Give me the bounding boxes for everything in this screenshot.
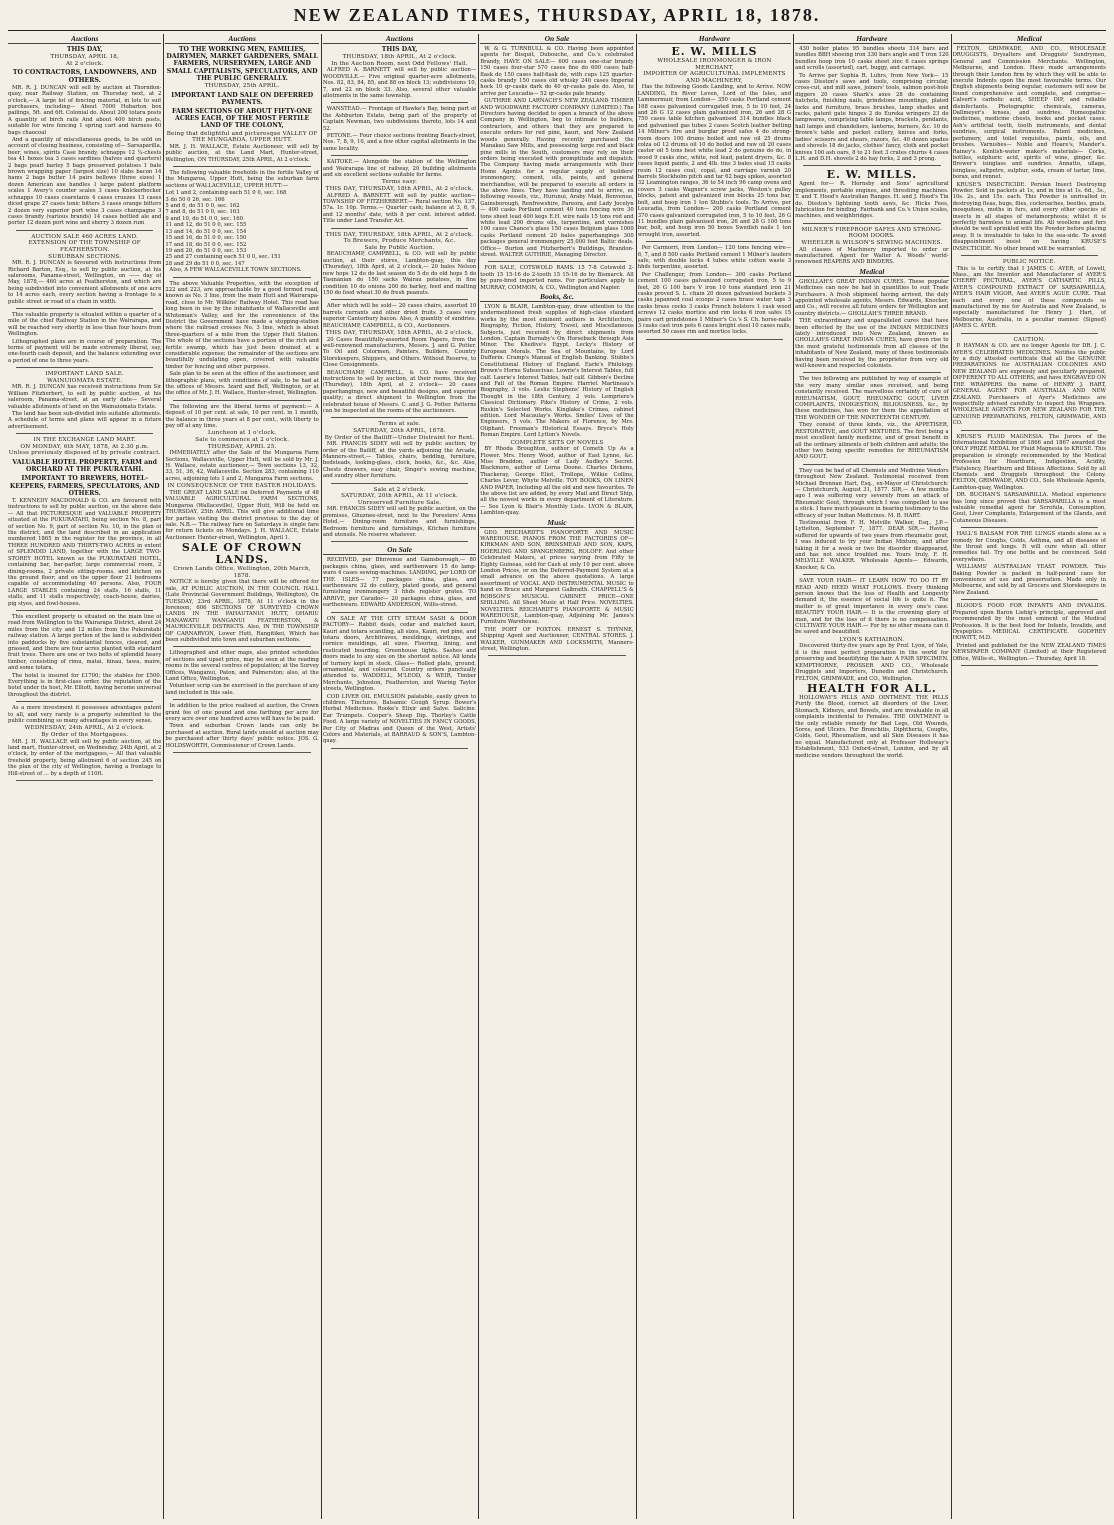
ad-heading: FARM SECTIONS OF ABOUT FIFTY-ONE ACRES EACH, OF THE MOST FERTILE LAND OF THE COLONY, (171, 108, 313, 130)
ad-body-text: WANSTEAD.— Frontage of Hawke's Bay, being part of the Ashburton Estate, being part of the property of Captain Newman, two subdivisions thereto, lots 14 and 52. (322, 106, 477, 132)
ad-caption: AUCTION SALE 460 ACRES LAND. (31, 233, 139, 240)
ad-caption: IMPORTER OF AGRICULTURAL IMPLEMENTS AND MACHINERY, (643, 71, 786, 84)
column-4 (480, 34, 633, 1519)
ad-divider (331, 299, 468, 300)
ad-heading: VALUABLE HOTEL PROPERTY, FARM and ORCHARD AT THE PUKURATAHI. (12, 459, 157, 474)
ad-body-text: BEAUCHAMP, CAMPBELL, & CO. will sell by public auction, at their stores, Lambton-quay, this day (Thursday), 18th April, at 2 o'clock,— 20 bales Nelson new hops 12 do do last season do 5 do do old hops 5 do Tasmanian do 150 sacks Wairau potatoes, in fine condition 10 do onions 200 do barley, feed and malting 150 do feed wheat 30 do fresh peanuts. (322, 251, 477, 296)
ad-divider (646, 241, 783, 242)
ad-body-text: After which will be sold— 20 cases chairs, assorted 10 barrels currants and other dried fruits 3 cases very superior Canterbury bacon. Also, A quantity of sundries. BEAUCHAMP, CAMPBELL, & CO., Auctioneers. (322, 303, 477, 329)
ad-divider (16, 701, 153, 702)
column-3 (323, 34, 476, 1519)
column-7 (953, 34, 1106, 1519)
ad-body-text: As a mere investment it possesses advantages patent to all, and very rarely is a property submitted to the public combining so many advantages in every sense. (8, 705, 162, 725)
ad-body-text: LYON & BLAIR, Lambton-quay, draw attention to the undermentioned fresh supplies of high-class standard works by the most eminent authors in Architecture, Biography, Fiction, History, Travel, and Miscellaneous Subjects, just received by direct shipments from London. Captain Burnaby's On Horseback through Asia Minor. The Khedive's Egypt. Lecky's History of European Morals. The Sea of Mountains, by Lord Dufferin. Cramp's Manual of English Banking. Stubbs's Constitutional History of England. Earle's Philology. Brown's Horne Subsecivae. Lowrie's Interest Tables, full calf. Laurie's Interest Tables, half calf. Gibbon's Decline and Fall of the Roman Empire. Harriet Martineau's Biography, 3 vols. Leslie Stephens' History of English Thought in the 18th Century, 2 vols. Lempriere's Classical Dictionary. Pike's History of Crime, 2 vols. Ruskin's Selected Works. Kinglake's Crimea, cabinet edition. Lord Macaulay's Works. Smiles' Lives of the Engineers, 5 vols. The Makers of Florence, by Mrs. Oliphant. Freeman's Historical Essays. Bryce's Holy Roman Empire. Lord Lytton's Novels. (480, 304, 634, 439)
ad-caption: PUBLIC NOTICE. (1002, 259, 1056, 265)
ad-caption: In the Auction Room, next Odd Fellows' Hall. (331, 60, 468, 67)
section-title: Hardware (638, 34, 791, 44)
ad-caption: Sale at 2 o'clock. (373, 486, 426, 493)
ad-body-text: Also, A FEW WALLACEVILLE TOWN SECTIONS. (169, 267, 302, 274)
ad-divider (16, 780, 153, 781)
ad-body-text: The hotel is insured for £1700; the stables for £500. Everything is in first-class order, the reputation of the hotel under its host, Mr. Elliott, having become universal throughout the district. (8, 672, 162, 698)
ad-body-text: Volunteer scrip can be exercised in the purchase of any land included in this sale. (165, 683, 319, 696)
ad-divider (16, 610, 153, 611)
section-title: Auctions (323, 34, 476, 44)
ad-divider (961, 333, 1098, 334)
ad-body-text: MR. R. J. DUNCAN will sell by auction at Thorndon-quay, near Railway Station, on Thursday next, at 2 o'clock,— A large lot of fencing material, in lots to suit purchasers, including— About 7000 Hobarton box pailings, 5ft. and 6ft. Colonial do. About 200 totara posts A quantity of birch rails And about 400 birch posts, suitable for wire fencing 1 spring cart and harness 40 bags chaocoal (8, 84, 162, 136)
ad-body-text: W. & G. TURNBULL & CO. Having been appointed agents for Bisquit, Dubouche, and Co.'s celebrated Brandy, HAVE ON SALE— 600 cases one-star brandy 150 cases four-star 570 cases fine do 600 cases half-flask do 150 cases half-flask do, with cups 125 quarter-casks brandy 150 cases old whisky 240 cases Imperial hock 10 qr-casks dark do 40 qr-casks pale do. Also, to arrive per Leucadia— 52 qr-casks pale brandy. (480, 46, 634, 97)
ad-display-line: E. W. MILLS. (826, 168, 918, 182)
ad-body-text: THE GREAT LAND SALE on Deferred Payments of 48 VALUABLE AGRICULTURAL FARM SECTIONS, Mungaroa (Wallaceville), Upper Hutt, Will be held on THURSDAY, 25th APRIL. This will give additional time for parties visiting the district previous to the day of sale. N.B.— The railway fare on Saturdays is single fare for return tickets on Mondays. J. H. WALLACE, Estate Auctioneer. Hunter-street, Wellington, April 1. (165, 489, 319, 541)
ad-body-text: GUTHRIE AND LARNACH'S NEW ZEALAND TIMBER AND WOODWARE FACTORY COMPANY (LIMITED.) The Directors having decided to open a branch of the above Company in Wellington, beg to intimate to builders, contractors, and others that they are prepared to execute orders for red pine, kauri, and New Zealand woods generally. Having recently purchased the Manakau Saw Mills, and possessing large red and black pine mills in the South, customers may rely on their orders being executed with promptitude and dispatch. The Company having made arrangements with their Home Agents for a regular supply of builders' ironmongery, cement, oils, paints, and general merchandise, will be prepared to execute all orders in the above lines. They have landing and to arrive, ex following vessels, viz., Hurunui, Araby Maid, Benvenue, Gainsborough, Renfrewshire, Pareora, and Lady Jocelyn— 400 casks Portland cement 40 tons fencing wire 30 tons sheet lead 400 kegs E.H. wire nails 15 tons rod and white lead 200 drums oils, turpentine, and varnishes 100 cases Chance's glass 150 cases Belgium glass 1000 casks Portland cement 20 bales paperhangings 300 packages general ironmongery 25,000 feet Baltic deals. Office— Burton and Fitzherbert's Buildings, Brandon-street. WALTER GUTHRIE, Managing Director. (480, 98, 634, 258)
ad-body-text: MR. R. J. DUNCAN is favoured with instructions from Richard Barton, Esq., to sell by public auction, at his salerooms, Panama-street, Wellington, on —— day of May, 1878,— 460 acres at Featherston, and which are being subdivided into convenient allotments of one acre to 14 acres each, every section having a frontage to a public street or road of a chain in width. (8, 260, 162, 305)
ad-body-text: KRUSE'S INSECTICIDE. Persian Insect Destroying Powder. Sold in packets at 1s, and in tins at 1s. 6d., 3s., 10s. 2s., and 15s. each. This Powder is unrivalled in destroying fleas, bugs, flies, cockroaches, beetles, gnats, mosquitoes, moths in furs, and every other species of insects in all stages of metamorphosis; whilst it is perfectly harmless to animal life. All woollens and furs should be well sprinkled with the Powder before placing away. It is invaluable to take to the sea-side. To avoid disappointment insist on having KRUSE'S INSECTICIDE. No other brand will be warranted. (952, 181, 1106, 252)
ad-body-text: Lithographed plans are in course of preparation. The terms of payment will be made extremely liberal, say, one-fourth cash deposit, and the balance extending over a period of one to three years. (8, 338, 162, 364)
ad-heading: TO THE WORKING MEN, FAMILIES, DAIRYMEN, MARKET GARDENERS, SMALL FARMERS, NURSERYMEN, LARGE AND SMALL CAPITALISTS, SPECULATORS, AND THE PUBLIC GENERALLY. (166, 46, 318, 82)
ad-caption: THURSDAY, APRIL 18, (50, 54, 120, 61)
ad-body-text: 20 Cases Beautifully-assorted Room Papers, from the well-renowned manufacturers, Messrs. J. and G. Potter. To Oil and Colormen, Painters, Builders, Country Storekeepers, Shippers, and Others. Without Reserve, to Close Consignments. (322, 336, 477, 369)
ad-caption: Unless previously disposed of by private contract. (8, 450, 161, 457)
masthead-rule (8, 30, 1106, 31)
ad-caption: To Brewers, Produce Merchants, &c. (343, 238, 456, 245)
ad-body-text: ALFRED A. BARNETT will sell by public auction— TOWNSHIP OF FITZHERBERT.— Rural section No. 137, 57a. 1r. 10p. Terms.— Quarter cash; balance at 3, 6, 9, and 12 months' date, with 8 per cent. interest added. Title under Land Transfer Act. (322, 192, 477, 225)
ad-divider (16, 433, 153, 434)
ad-body-text: BEAUCHAMP, CAMPBELL, & CO. have received instructions to sell by auction, at their rooms, this day (Thursday), 18th April, at 2 o'clock— 20 cases paperhangings, new and beautiful designs, and superior quality; a direct shipment to Wellington from the celebrated house of Messrs. C. and J. G. Potter. Patterns can be inspected at the rooms of the auctioneers. (322, 369, 477, 415)
ad-heading: THIS DAY, (66, 46, 103, 53)
lot-line: 13 and 14, do 51 0 0, sec. 154 (165, 228, 247, 235)
ad-divider (961, 527, 1098, 528)
ad-divider (331, 417, 468, 418)
column-rule (321, 34, 322, 1519)
ad-body-text: MR. FRANCIS SIDEY will sell by public auction, on the premises, Ghuznee-street, next to the Foresters' Arms Hotel,— Dining-room furniture and furnishings, Bedroom furniture and furnishings, Kitchen furniture and utensils. No reserve whatever. (322, 506, 477, 539)
ad-caption: Crown Lands Office, Wellington, 20th March, 1878. (173, 566, 311, 579)
section-title: On Sale (480, 34, 633, 44)
ad-display-line: E. W. MILLS (671, 45, 758, 58)
column-rule (636, 34, 637, 1519)
masthead-title: NEW ZEALAND TIMES, THURSDAY, APRIL 18, 1878. (293, 5, 821, 25)
ad-body-text: To Arrive per Sophia R. Luhrs, from New York— 15 cases Disston's saws and tools, comprising circular, cross-cut, and mill saws, joiners' tools, salmon post-hole diggers 20 cases Shark's axes 28 do containing hatchets, finishing nails, grindstone mountings, plated locks and furniture, brass brushes, lamp shades and racks, patent gate hinges 2 do Eureka wringers 23 do lampwares, comprising table lamps, brackets, pendants, hall lamps and chandeliers, lanterns, burners, &c. 10 do Brown's table and pocket cutlery, knives and forks, ladies' scissors and shears, razors, &c. 40 dozen spades and shovels 18 do jacks, clothes' fancy, cloth and pocket knives 100 ash oars, 8 to 21 feet 3 crates churns 4 cases L.H. and D.H. shovels 2 do hay forks, 2 and 3 prong. (795, 72, 949, 162)
ad-body-text: 430 boiler plates 95 bundles sheets 314 bars and bundles BBH shoeing iron 330 bars angle and T iron 120 bundles hoop iron 10 casks sheet zinc 6 cases springs and scrolls (assorted), cart, buggy, and carriage. (795, 46, 949, 72)
ad-body-text: This valuable property is situated within a quarter of a mile of the chief Railway Station in the Wairarapa, and will be reached very shortly in less than four hours from Wellington. (8, 311, 162, 338)
ad-body-text: HALL'S BALSAM FOR THE LUNGS stands alone as a remedy for Coughs, Colds, Asthma, and all diseases of the throat and lungs. It will cure when all other remedies fail. Try one bottle and be convinced. Sold everywhere. (952, 531, 1106, 563)
section-title: Music (480, 518, 633, 528)
ad-body-text: FELTON, GRIMWADE, AND CO., WHOLESALE DRUGGISTS, Drysalters and Druggists' Sundrymen, General and Commission Merchants. Wellington, Melbourne, and London. Have made arrangements through their London firm by which they will be able to execute Indents upon the most favourable terms. Our English shipments being regular, customers will now be found comprehensive and complete, and comprise— Calvert's carbolic acid, SHEEP DIP, and reliable disinfectants. Photographic chemicals, cameras, Dallmeyer's lenses, and sundries. Homeopathic medicines, medicine chests, books and pocket cases. Ash's artificial teeth, tooth instruments, and dental sundries, surgical instruments. Patent medicines, perfumery, and toilet requisites, paints, oils, and brushes. Varnishes— Noble and Hoare's, Mander's. Rainey's. Kentish-water maker's materials— Corks, bottles, sulphuric acid, spirits of wine, ginger, &c. Brewer's isinglass and sundries. Annatto, ullage, isinglass, saltpetre, sulphur, soda, cream of tartar, lime, borax, and rennet. (952, 46, 1106, 181)
ad-caption: Terms easy. (381, 179, 418, 186)
column-1 (8, 34, 161, 1519)
ad-divider (961, 665, 1098, 666)
section-title: Books, &c. (480, 292, 633, 302)
ad-body-text: Per Carmorri, from London— 120 tons fencing wire— 6, 7, and 8 500 casks Portland cement 1 Milner's lauders safe, with double locks 4 tubes white cotton waste 3 hhds turpentine, assorted. (637, 245, 792, 271)
ad-body-text: Lithographed and other maps, also printed schedules of sections and upset price, may be seen at the reading rooms in the several centres of population; at the Survey Offices, Wanganui, Paton, and Palmerston; also, at the Land Office, Wellington. (165, 650, 319, 682)
ad-divider (961, 599, 1098, 600)
column-rule (478, 34, 479, 1519)
ad-caption: WHEELER & WILSON'S SEWING MACHINES. (801, 239, 943, 246)
ad-divider (488, 655, 625, 656)
ad-body-text: MR. FRANCIS SIDEY will sell by public auction, by order of the Bailiff, at the yards adjoining the Arcade, Manners-street,— Tables, chairs, bedding, furniture, bedsteads, looking-glass, clock, books, &c., &c. Also, Chests drawers, easy chair, Singer's sewing machine, and sundry other furniture. (322, 441, 477, 480)
ad-body-text: KRUSE'S FLUID MAGNESIA. The Jurors of the International Exhibition of 1866 and 1867 awarded the ONLY PRIZE MEDAL for Fluid Magnesia to KRUSE. This preparation is strongly recommended by the Medical Profession for Heartburn, Indigestion, Acidity, Flatulency, Heartburn and Bilious Affections. Sold by all Chemists and Druggists throughout the Colony. FELTON, GRIMWADE, AND CO., Sole Wholesale Agents, Lambton-quay, Wellington. (952, 433, 1106, 491)
ad-caption: IN CONSEQUENCE OF THE EASTER HOLIDAYS. (167, 483, 318, 490)
lot-line: 19 and 20, do 51 0 0, sec. 153 (165, 247, 247, 254)
ad-caption: SUBURBAN SECTIONS. (48, 253, 122, 260)
ad-body-text: BY Rhoda Broughton, author of Cometh Up As a Flower. Mrs. Henry Wood, author of East Lynne, &c. Miss Braddon, author of Lady Audley's Secret. Blackmore, author of Lorna Doone. Charles Dickens, Thackeray, George Eliot, Trollope, Wilkie Collins, Charles Lever, Whyte Melville. TOY BOOKS, ON LINEN AND PAPER, Including all the old and new favourites. To the above list are added, by every Mail and Direct Ship, all the newest works in every department of Literature.— See Lyon & Blair's Monthly Lists. LYON & BLAIR, Lambton-quay. (480, 446, 634, 517)
section-title: Medical (795, 267, 948, 277)
ad-caption: At 2 o'clock. (66, 60, 104, 67)
lot-line: 11 and 12, do 51 0 0, sec. 155 (165, 222, 247, 229)
ad-caption: THURSDAY, 18th APRIL, At 2 o'clock. (342, 54, 457, 61)
ad-divider (173, 646, 310, 647)
ad-divider (803, 372, 940, 373)
ad-divider (803, 464, 940, 465)
section-title: Auctions (8, 34, 161, 44)
ad-body-text: HOLLOWAY'S PILLS AND OINTMENT. THE PILLS Purify the Blood, correct all disorders of the Liver, Stomach, Kidneys, and Bowels, and are invaluable in all complaints incidental to Females. THE OINTMENT is the only reliable remedy for Bad Legs, Old Wounds, Sores, and Ulcers. For Bronchitis, Diphtheria, Coughs, Colds, Gout, Rheumatism, and all Skin Diseases it has no equal. Manufactured only at Professor Holloway's Establishment, 533 Oxford-street, London, and by all medicine vendors throughout the world. (795, 694, 949, 759)
ad-divider (331, 228, 468, 229)
ad-caption: By Order of the Bailiff—Under Distraint for Rent. (324, 434, 475, 441)
lot-line: 15 and 16, do 51 0 0, sec. 150 (165, 235, 247, 242)
ad-body-text: And a quantity of miscellaneous goods, to be sold on account of closing business, consisting of— Sarsaparilla, beer, wines, spirits Case brandy, schnapps 12 ¼-chests tea 41 boxes tea 3 cases sardines (halves and quarters) 2 bags pearl barley 5 bags preserved potatoes 1 bale brown wrapping paper (largest size) 10 slabs bacon 14 hams 2 bags butter 14 pairs bellows (three sizes) 1 dozen American axe handles 1 large patent platform scales 1 Avery's counter scales 3 cases Knickerbocker schnapps 10 cases coaretanis 4 cases cruezes 13 cases diced grape 27 cases tonic bitters 3 cases orange bitters 2 dozen very superior port wine 3 cases champagne 3 cases brandy (various brands) 14 cases bottled ale and porter 12 dozen port wine and sherry 3 dozen rum (8, 137, 162, 227)
column-5 (638, 34, 791, 1519)
ad-caption: Sale to commence at 2 o'clock. (195, 437, 290, 444)
lot-line: 25 and 27 containing each 51 0 0, sec. 151 (165, 254, 281, 261)
ad-caption: IMPORTANT LAND SALE. (45, 371, 125, 378)
ad-divider (173, 277, 310, 278)
ad-body-text: Per Challenger, from London— 300 casks Portland cement 100 cases galvanized corrugated iron, 5 to 9 feet, 26 G 100 bars V iron 10 tons standard iron 21 casks proved S. L. chain 20 dozen galvanised buckets 3 casks japanned coal scoops 2 cases brass water taps 3 casks brass cocks 3 casks French bolsters 1 cask wood screws 12 casks mortice and rim locks 6 iron safes 15 pairs cart grindstones 1 Milner's Co.'s S. Ch. horse-nails 3 casks cast iron pots 6 cases bright steel 10 cases nails, assorted 50 cases rim and mortice locks. (637, 271, 792, 336)
ad-caption: Unreserved Furniture Sale. (357, 499, 442, 506)
ad-caption: MILNER'S FIREPROOF SAFES AND STRONG-ROOM DOORS. (801, 226, 943, 240)
ad-caption: WHOLESALE IRONMONGER & IRON MERCHANT, (657, 58, 772, 71)
ad-caption: ON MONDAY, 6th MAY, 1878, At 2.30 p.m. (20, 443, 149, 450)
ad-body-text: PETONE.— Four choice sections fronting Beach-street, Nos. 7, 8, 9, 10, and a few other capital allotments in the same locality. (322, 133, 477, 152)
ad-body-text: Printed and published for the NEW ZEALAND TIMES NEWSPAPER COMPANY (Limited) at their Registered Office, Willis-st., Wellington.— Thursday, April 18. (952, 642, 1106, 662)
section-title: On Sale (323, 545, 476, 555)
ad-body-text: Testimonial from F. H. Melville Walker, Esq., J.P.— Lyttelton, September 7, 1877. DEAR SIR,— Having suffered for upwards of two years from rheumatic gout, I was induced to try your Indian Mixture, and after taking it for a week or two the disorder disappeared, and has not since troubled me. Yours truly, F. H. MELVILLE WALKER. Wholesale Agents— Edwards, Knocker, & Co. (795, 519, 949, 571)
ad-divider (173, 699, 310, 700)
ad-body-text: THE extraordinary and unparalleled cures that have been effected by the use of the INDIAN MEDICINES lately introduced into New Zealand, known as GHOLLAH'S GREAT INDIAN CURES, have given rise to the most grateful testimonials from all classes of the inhabitants of New Zealand, many of these testimonials having been received by the proprietor from very old well-known and respected colonists. (795, 318, 949, 370)
ad-body-text: MR. J. H. WALLACE, Estate Auctioneer, will sell by public auction, at the Land Mart, Hunter-street, Wellington, ON THURSDAY, 25th APRIL, At 2 o'clock. (165, 143, 319, 163)
ad-caption: Terms at sale. (378, 421, 421, 428)
lot-line: 28 and 29 do 51 0 0, sec. 147 (165, 260, 245, 267)
ad-caption: SATURDAY, 20th APRIL, At 11 o'clock. (341, 493, 458, 500)
ad-body-text: The following valuable freeholds in the fertile Valley of the Mungaroa, Upper Hutt, being the suburban farm sections of WALLACEVILLE, UPPER HUTT:— (165, 170, 319, 189)
ad-caption: Luncheon at 1 o'clock. (207, 430, 277, 437)
ad-body-text: This excellent property is situated on the main line of road from Wellington to the Wairarapa District, about 24 miles from the city and 12 miles from the Pukuratahi railway station. A large portion of the land is subdivided into paddocks by five substantial fences, cleared, and grassed, and there are four acres planted with standard fruit trees. There are one or two belts of splendid heavy timber, consisting of rimu, matai, hinau, tawa, maire, and some totara. (8, 613, 162, 672)
ad-caption: WEDNESDAY, 24th APRIL, At 2 o'clock. (24, 725, 145, 732)
ad-body-text: The above Valuable Properties, with the exception of 222 and 223, are approachable by a good formed road, known as No. 3 line, from the main Hutt and Wairarapa-road, close to Mr. Wilkins' Railway Hotel. This road has long been in use by the inhabitants of Wallaceville and Whiteman's Valley, and for the convenience of the District the Government have made a stopping-station where the railroad crosses No. 3 line, which is about three-quarters of a mile from the Upper Hutt Station. The whole of the sections have a portion of the rich and fertile swamp, which has just been drained at a considerable expense; the remainder of the sections are beautifully undulating open, covered with valuable timber for fencing and other purposes. (165, 280, 319, 370)
ad-body-text: IMMEDIATELY after the Sale of the Mungaroa Farm Sections, Wallaceville, Upper Hutt, will be sold by Mr. J. H. Wallace, estate auctioneer,— Town sections 13, 32, 33, 51, 36, 42, Wallaceville. Section 283, containing 110 acres, adjoining lots 1 and 2, Mungaroa Farm sections. (165, 450, 319, 482)
ad-body-text: They consist of three kinds, viz., the APPETISER, RESTORATIVE, and GOUT MIXTURES. The first being a most excellent family medicine, and of great benefit in all the ordinary ailments of both children and adults; the other two being specific remedies for RHEUMATISM AND GOUT. (795, 422, 949, 461)
ad-display-line: SALE OF CROWN LANDS. (181, 541, 303, 567)
ad-caption: LYON'S KATHAIRON. (839, 636, 905, 643)
lot-line: 17 and 18, do 51 0 0, sec. 152 (165, 241, 247, 248)
lot-line: Lot 1 and 2, containing each 51 0 0, sec. 168 (165, 190, 287, 197)
ad-caption: CAUTION. (1013, 336, 1046, 343)
ad-divider (173, 400, 310, 401)
ad-divider (803, 165, 940, 166)
column-6 (795, 34, 948, 1519)
ad-divider (961, 255, 1098, 256)
ad-body-text: GHOLLAH'S GREAT INDIAN CURES. These popular Medicines can now be had in quantities to suit Trade Purchasers. A fresh shipment having arrived, the duly appointed wholesale agents, Messrs. Edwards, Knocker, and Co., will receive all future orders for Wellington and country districts.— GHOLLAH'S THREE BRAND. (795, 278, 949, 317)
ad-body-text: SAVE YOUR HAIR— IT LEARN HOW TO DO IT BY READ AND HEED WHAT FOLLOWS. Every thinking person knows that the loss of Health and Longevity demand it, the essence of social life is quite it. The matter is of great importance in every one's case. BEAUTIFY YOUR HAIR.— It is the crowning glory of man, and for the loss of it there is no compensation. CULTIVATE YOUR HAIR.— For by no other means can it be saved and beautified. (795, 578, 949, 636)
ad-caption: COMPLETE SETS OF NOVELS (510, 439, 604, 446)
ad-caption: THIS DAY, THURSDAY, 18th APRIL, At 2 o'clock. (325, 329, 474, 336)
lot-line: 5 and 6, do 51 0 0, sec. 162 (165, 203, 240, 210)
ad-body-text: DR. BUCHAN'S SARSAPARILLA. Medical experience has long since proved that SARSAPARILLA is a most valuable remedial agent for Scrofula, Consumption, Gout, Liver Complaints, Enlargement of the Glands, and Cutaneous Diseases. (952, 492, 1106, 524)
ad-display-line: HEALTH FOR ALL. (806, 681, 937, 695)
ad-body-text: P. HAYMAN & CO. are no longer Agents for DR. J. C. AYER'S CELEBRATED MEDICINES. Notifies the public by a duly attested certificate that all the GENUINE PREPARATIONS for AUSTRALIAN COLONIES AND NEW ZEALAND are expressly and peculiarly prepared, DIFFERENT TO ALL OTHERS, and have ENGRAVED ON THE WRAPPERS the name of HENRY J. HART, GENERAL AGENT FOR AUSTRALIA AND NEW ZEALAND. Purchasers of Ayer's Medicines are respectfully advised carefully to inspect the Wrappers. WHOLESALE AGENTS FOR NEW ZEALAND FOR THE GENUINE PREPARATIONS, FELTON, GRIMWADE, AND CO. (952, 343, 1106, 427)
ad-body-text: The two following are published by way of example of the very many similar ones received, and being constantly received. The marvellous certainty of cure of RHEUMATISM, GOUT, RHEUMATIC GOUT, LIVER COMPLAINTS, INDIGESTION, BILIOUSNESS, &c., by these medicines, has won for them the appellation of THE WONDER OF THE NINETEENTH CENTURY. (795, 376, 949, 421)
ad-caption: Sale by Public Auction. (364, 244, 435, 251)
ad-body-text: All classes of Machinery imported to order or manufactured. Agent for Walter A. Woods' world-renowned REAPERS AND BINDERS. (795, 246, 949, 266)
ad-divider (331, 102, 468, 103)
section-title: Medical (953, 34, 1106, 44)
ad-divider (331, 541, 468, 542)
ad-body-text: MR. R. J. DUNCAN has received instructions from Sir William Fitzherbert, to sell by public auction, at his saleroom, Panama-street, at an early date— Several valuable allotments of land on the Wainuiomata Estate. (8, 384, 162, 410)
ad-caption: THIS DAY, THURSDAY, 18th APRIL, At 2 o'clock. (325, 231, 474, 238)
ad-divider (331, 483, 468, 484)
ad-body-text: The following are the liberal terms of payment:— A deposit of 10 per cent. at sale, 10 per cent. in 1 month, the balance in three years at 8 per cent., with liberty to pay off at any time. (165, 403, 319, 430)
ad-divider (646, 339, 783, 340)
ad-body-text: MR. J. H. WALLACE will sell by public auction, at the land mart, Hunter-street, on Wednesday, 24th April, at 2 o'clock, by order of the mortgagees,— All that valuable freehold property, being allotment 6 of section 245 on the plan of the city of Wellington, having a frontage to Hill-street of ... by a depth of 110ft. (8, 738, 162, 777)
ad-heading: TO CONTRACTORS, LANDOWNERS, AND OTHERS. (12, 69, 157, 84)
ad-caption: THURSDAY, 25th APRIL. (204, 83, 280, 90)
ad-body-text: Discovered thirty-five years ago by Prof. Lyon, of Yale, it is the most perfect preparation in the world for preserving and beautifying the hair. A FAIR SPECIMEN. KEMPTHORNE, PROSSER AND CO., Wholesale Druggists and Importers, Dunedin and Christchurch. FELTON, GRIMWADE, and CO., Wellington. (795, 643, 949, 682)
ad-body-text: COD LIVER OIL EMULSION palatable, easily given to children. Tinctures, Balsamic Cough Syrup. Bower's Herbal Medicines. Rooke's Elixir and Salve. Salicine. Ear Trumpets. Cooper's Sheep Dip. Thorley's Cattle Food. A large variety of NOVELTIES IN FANCY GOODS, Per City of Madras and Queen of the West, Artists' Colors and Materials, at BARRAUD & SON'S, Lambton-quay. (322, 693, 477, 745)
ad-body-text: RECEIVED, per Bhnvenue and Gainsborough,— 80 packages china, glass, and earthenware 15 do lamp-ware 4 cases sewing-machines. LANDING, per LORD OF THE ISLES— 77 packages china, glass, and earthenware 32 do cutlery, plated goods, and general furnishing ironmongery 3 hhds register grates. TO ARRIVE, per Caradoc— 20 packages china, glass, and earthenware. EDWARD ANDERSON, Willis-street. (322, 557, 477, 609)
ad-caption: Being that delightful and picturesque VALLEY OF THE MUNGAROA, UPPER HUTT. (166, 130, 318, 144)
ad-divider (961, 430, 1098, 431)
ad-heading: IMPORTANT LAND SALE ON DEFERRED PAYMENTS. (171, 91, 314, 106)
ad-divider (331, 748, 468, 749)
ad-body-text: KAITOKE.— Alongside the station of the Wellington and Wairarapa line of railway, 20 building allotments and six excellent sections suitable for farms. (322, 159, 477, 179)
section-title: Hardware (795, 34, 948, 44)
ad-caption: EXTENSION OF THE TOWNSHIP OF FEATHERSTON. (28, 240, 141, 253)
lot-line: 9 and 10, do 51 0 0, sec. 160 (165, 215, 244, 222)
ad-divider (16, 308, 153, 309)
ad-caption: THURSDAY, APRIL 25. (207, 443, 277, 450)
ad-divider (488, 261, 625, 262)
lot-line: 3 do 50 0 26, sec. 166 (165, 196, 225, 203)
ad-body-text: THE PORT OF FOXTON. ERNEST S. THYNNE, Shipping Agent and Auctioneer, CENTRAL STORES. J. WALKER, GUNMAKER AND LOCKSMITH, Manners-street, Wellington. (480, 626, 634, 652)
ad-divider (803, 223, 940, 224)
ad-heading: THIS DAY, (381, 46, 418, 53)
column-rule (163, 34, 164, 1519)
ad-caption: SATURDAY, 20th APRIL, 1878. (353, 428, 446, 435)
ad-divider (16, 367, 153, 368)
ad-heading: IMPORTANT TO BREWERS, HOTEL-KEEPERS, FARMERS, SPECULATORS, AND OTHERS. (9, 475, 160, 497)
ad-caption: IN THE EXCHANGE LAND MART. (33, 437, 136, 444)
ad-divider (331, 155, 468, 156)
ad-caption: By Order of the Mortgagees. (41, 732, 129, 739)
ad-body-text: WILLIAMS' AUSTRALIAN YEAST POWDER. This Baking Powder is packed in half-pound cans for convenience of use and preservation. Made only in Melbourne, and sold by all Grocers and Storekeepers in New Zealand. (952, 564, 1106, 596)
ad-body-text: Has the following Goods Landing, and to Arrive. NOW LANDING, Ex River Leven, Lord of the Isles, and Lammermuir, from London— 350 casks Portland cement 168 cases galvanized corrugated iron, 5 to 10 feet, 24 and 26 G 12 cases plain galvanized iron, 26 and 28 G 750 cases table kitchen galvanised 314 bundles black and galvanised gas tubes 2 cases Scotch leather belting 14 Milner's fire and burglar proof safes 4 do strong-room doors 100 drums boiled and raw oil 25 drums colza oil 12 drums oil 10 do boiled and raw oil 20 cases castor oil 5 tons best white lead 2 do genuine do do, in wood 9 casks zinc, white, red lead, patent dryers, &c. 8 cases liquid paints, 2 and 4lb. tins 3 bales sisal 15 casks resin 12 cases coal, copal, and carriage varnish 20 barrels Stockholm pitch and tar 62 bags spikes, assorted 32 Leamington ranges, 36 to 54 inch 96 camp ovens and covers 3 casks Wagner's screw jacks, Weston's pulley blocks, patent and galvanized iron blocks 25 tons bar, bolt, and hoop iron 1 ton Stubbs's tools. To Arrive, per Leucadia, from London— 200 casks Portland cement 370 cases galvanized corrugated iron, 5 to 10 feet, 26 G 11 bundles plain galvanised iron, 26 and 28 G 100 tons bar, bolt, and hoop iron 50 boxes Swedish nails 1 ton wrought iron, assorted. (637, 84, 792, 238)
ad-divider (173, 166, 310, 167)
ad-caption: THIS DAY, THURSDAY, 18th APRIL, At 2 o'clock. (325, 186, 474, 193)
column-2 (165, 34, 318, 1519)
column-rule (793, 34, 794, 1519)
ad-body-text: NOTICE is hereby given that there will be offered for sale, AT PUBLIC AUCTION, IN THE COUNCIL HALL (Late Provincial Government Buildings, Wellington), On TUESDAY, 23rd APRIL, 1878, At 11 o'clock in the forenoon, 606 SECTIONS OF SURVEYED CROWN LANDS IN THE PAHAUTANUI HUTT, OHARIU MANAWATU WANGANUI FEATHERSTON, & MAURICEVILLE DISTRICTS. Also, IN THE TOWNSHIP OF CARNARVON, Lower Hutt, Rangitikei, Which has been subdivided into town and suburban sections. (165, 579, 319, 643)
ad-divider (803, 574, 940, 575)
section-title: Auctions (165, 34, 318, 44)
ad-body-text: Town and suburban Crown lands can only be purchased at auction. Rural lands unsold at auction may be purchased after thirty days' public notice. JOS. G. HOLDSWORTH, Commissioner of Crown Lands. (165, 723, 319, 749)
ad-body-text: They can be had of all Chemists and Medicine Vendors throughout New Zealand. Testimonial received from Michael Brennan Hart, Esq., ex-Mayor of Christchurch:— Christchurch, August 31, 1877. SIR,— A few months ago I was suffering very severely from an attack of Rheumatic Gout, through which I was compelled to use a stick. I have much pleasure in bearing testimony to the efficacy of your Indian Medicines. M. B. HART. (795, 467, 949, 519)
lot-line: 7 and 8, do 51 0 0, sec. 163 (165, 209, 240, 216)
ad-body-text: GEO. REICHARDT'S PIANOFORTE AND MUSIC WAREHOUSE. PIANOS FROM THE FACTORIES OF— KIRKMAN AND SON, BRINSMEAD AND SON, KAPS, HOERLING AND SPANGENBERG, ROLOFF. And other Celebrated Makers, at prices varying from Fifty to Eighty Guineas, sold for Cash at only 10 per cent. above London Prices, or on the Deferred-Payment System at a small advance on the above quotations. A large assortment of VOCAL AND INSTRUMENTAL MUSIC to hand ex Bruce and Margaret Galbraith. CHAPPELL'S & ROBSON'S MUSICAL CABINET. PRICE—ONE SHILLING. All Sheet Music at Half Price. NOVELTIES. NOVELTIES. REICHARDT'S PIANOFORTE & MUSIC WAREHOUSE, Lambton-quay, Adjoining Mr. James's Furniture Warehouse. (480, 529, 634, 626)
ad-body-text: BLOOD'S FOOD FOR INFANTS AND INVALIDS. Prepared upon Baron Liebig's principle, approved and recommended by the most eminent of the Medical Profession. It is the best food for Infants, Invalids, and Dyspeptics. MEDICAL CERTIFICATE. GODFREY HOWITT, M.D. (952, 603, 1106, 642)
ad-body-text: ALFRED A. BARNETT will sell by public auction— WOODVILLE.— Five original quarter-acre allotments, Nos. 82, 83, 84, 85, and 88 on block 13; subdivisions 10, 7, and 22 on block 33. Also, several other valuable allotments in the same township. (322, 67, 477, 100)
ad-body-text: In addition to the price realised at auction, the Crown grant fee of one pound and one farthing per acre for every acre over one hundred acres will have to be paid. (165, 703, 319, 723)
ad-body-text: Sale plan to be seen at the office of the auctioneer, and lithographic plans, with conditions of sale, to be had at the offices of Messrs. Izard and Bell, Wellington, or at the office of Mr. J. H. Wallace, Hunter-street, Wellington. (165, 371, 319, 397)
column-rule (951, 34, 952, 1519)
ad-body-text: This is to certify that I JAMES C. AYER, of Lowell, Mass., am the Inventor and Manufacturer of AYER'S CHERRY PECTORAL, AYER'S CATHARTIC PILLS, AYER'S COMPOUND EXTRACT OF SARSAPARILLA, AYER'S HAIR VIGOR, And AYER'S AGUE CURE. That each and every one of these compounds so manufactured by me for Australia and New Zealand, is especially manufactured for Henry J. Hart, of Melbourne, Australia, in a peculiar manner. (Signed) JAMES C. AYER. (952, 265, 1106, 330)
ad-body-text: The land has been sub-divided into suitable allotments. A schedule of terms and plans will appear in a future advertisement. (8, 411, 162, 430)
ad-caption: WAINUIOMATA ESTATE. (47, 377, 123, 384)
ad-body-text: ON SALE AT THE CITY STEAM SASH & DOOR FACTORY— Rabbit deals, cedar and matched kauri, Kauri and totara scantling, all sizes, Kauri, red pine, and totara doors, Architraves, mouldings, skirtings, and cornice mouldings, all sizes. Flooring, lining, and rusticated boarding. Greenhouse lights. Sashes and doors made to any size on the shortest notice. All kinds of turnery kept in stock. Glass— Rolled plate, ground, ornamental, and coloured. Country orders punctually attended to. WADDELL, M'LEOD, & WEIR, Timber Merchants, Johnston, Featherston, and Waring Taylor streets, Wellington. (322, 615, 477, 693)
ad-divider (173, 752, 310, 753)
ad-body-text: FOR SALE, COTSWOLD RAMS. 15 7-8 Cotswold 2-tooth 15 15-16 do 2-tooth 15 15-16 do by Bismarck. All by pure-bred imported rams. For particulars apply to MURRAY, COMMON, & CO., Wellington and Napier. (480, 265, 634, 291)
ad-divider (16, 230, 153, 231)
ad-body-text: Agent for— R. Hornsby and Sons' agricultural implements, portable engines, and threshing machines. T. and T. Hood's Australian Ranges. H. and J. Hood's Tin do. Disston's lightning tooth saws, &c. Hicks Fees, Iubrication for binding. Fairbank and Co.'s Union scales, machines, and weighbridges. (795, 181, 949, 220)
ad-divider (331, 612, 468, 613)
ad-body-text: T. KENNEDY MACDONALD & CO. are favoured with instructions to sell by public auction, on the above date— All that PICTURESQUE and VALUABLE PROPERTY situated at the PUKURATAHI, being section No. 8, part of section No. 9, part of section No. 10, in the plan of the district, and the land described in an application numbered 1865 in the register for the province, in all THREE HUNDRED AND THIRTY-TWO ACRES in extent of SPLENDID LAND, together with the LARGE TWO-STOREY HOTEL known as the PUKURATAHI HOTEL, containing bar, bar-parlor, large commercial room, 2 dining-rooms, 2 private sitting-rooms, and kitchen on the ground floor; and on the upper floor 21 bedrooms capable of accommodating 40 persons. Also, FOUR LARGE STABLES containing 24 stalls, 16 stalls, 11 stalls, and 11 stalls respectively; coach-house, dairies, pig styes, and fowl-houses. (8, 498, 162, 607)
